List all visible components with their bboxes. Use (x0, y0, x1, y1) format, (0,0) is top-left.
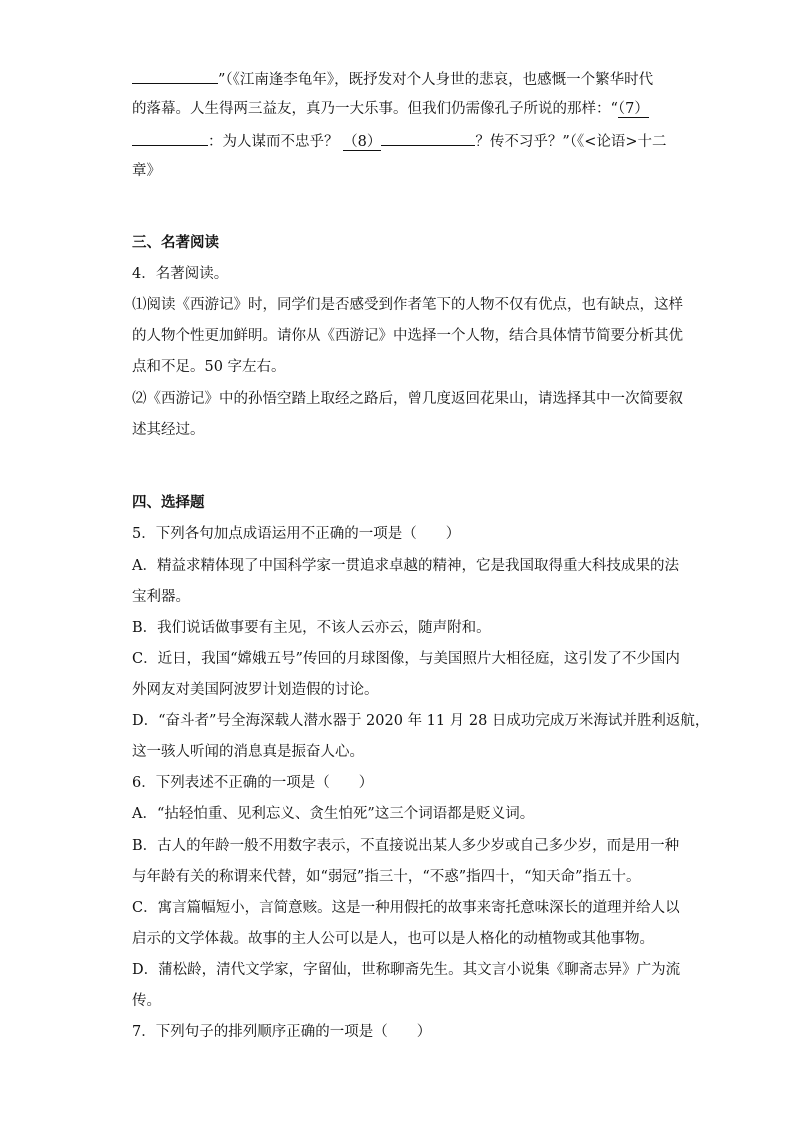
question-6-option-d-line-2: 传。 (132, 993, 161, 1009)
question-5-option-c-line-2: 外网友对美国阿波罗计划造假的讨论。 (132, 682, 379, 698)
question-4-1-line-3: 点和不足。50 字左右。 (132, 359, 286, 375)
answer-blank-7[interactable] (132, 130, 208, 146)
answer-blank-8[interactable] (381, 130, 475, 146)
poem-line-3-text-a: ：为人谋而不忠乎？ (208, 134, 339, 150)
question-6-option-b-line-1[interactable]: B．古人的年龄一般不用数字表示，不直接说出某人多少岁或自己多少岁，而是用一种 (132, 838, 680, 854)
question-6-option-a[interactable]: A．“拈轻怕重、见利忘义、贪生怕死”这三个词语都是贬义词。 (132, 806, 535, 822)
question-4-1-line-1: ⑴阅读《西游记》时，同学们是否感受到作者笔下的人物不仅有优点，也有缺点，这样 (132, 297, 683, 313)
section-heading-4: 四、选择题 (132, 495, 205, 511)
question-5-option-a-line-1[interactable]: A．精益求精体现了中国科学家一贯追求卓越的精神，它是我国取得重大科技成果的法 (132, 558, 679, 574)
poem-line-4-text: 章》 (132, 163, 161, 179)
poem-line-2 (132, 99, 649, 119)
poem-line-4 (132, 161, 161, 181)
question-5-stem: 5．下列各句加点成语运用不正确的一项是（ ） (132, 526, 461, 542)
blank-number-7: （7） (617, 101, 649, 117)
question-4-2-line-2: 述其经过。 (132, 422, 205, 438)
question-5-option-c-line-1[interactable]: C．近日，我国“嫦娥五号”传回的月球图像，与美国照片大相径庭，这引发了不少国内 (132, 651, 680, 667)
question-6-option-b-line-2: 与年龄有关的称谓来代替，如“弱冠”指三十，“不惑”指四十，“知天命”指五十。 (132, 869, 641, 885)
question-6-option-c-line-1[interactable]: C．寓言篇幅短小，言简意赅。这是一种用假托的故事来寄托意味深长的道理并给人以 (132, 900, 680, 916)
question-6-option-d-line-1[interactable]: D．蒲松龄，清代文学家，字留仙，世称聊斋先生。其文言小说集《聊斋志异》广为流 (132, 962, 681, 978)
question-6-stem: 6．下列表述不正确的一项是（ ） (132, 775, 374, 791)
question-5-option-b[interactable]: B．我们说话做事要有主见，不该人云亦云，随声附和。 (132, 620, 491, 636)
poem-line-3-text-b: ？传不习乎？”（《<论语>十二 (475, 134, 667, 150)
section-heading-3: 三、名著阅读 (132, 235, 219, 251)
question-5-option-d-line-2: 这一骇人听闻的消息真是振奋人心。 (132, 744, 364, 760)
question-4-title: 4．名著阅读。 (132, 266, 229, 282)
question-7-stem: 7．下列句子的排列顺序正确的一项是（ ） (132, 1024, 432, 1040)
question-5-option-a-line-2: 宝利器。 (132, 589, 190, 605)
question-6-option-c-line-2: 启示的文学体裁。故事的主人公可以是人，也可以是人格化的动植物或其他事物。 (132, 931, 654, 947)
question-4-1-line-2: 的人物个性更加鲜明。请你从《西游记》中选择一个人物，结合具体情节简要分析其优 (132, 328, 683, 344)
answer-blank-6[interactable] (132, 68, 218, 84)
poem-line-1 (132, 68, 653, 90)
poem-line-3 (132, 130, 667, 152)
question-4-2-line-1: ⑵《西游记》中的孙悟空踏上取经之路后，曾几度返回花果山，请选择其中一次简要叙 (132, 391, 683, 407)
blank-number-8: （8） (343, 134, 382, 150)
question-5-option-d-line-1[interactable]: D．“奋斗者”号全海深载人潜水器于 2020 年 11 月 28 日成功完成万米海试并胜利返航， (132, 713, 710, 729)
poem-line-2-text: 的落幕。人生得两三益友，真乃一大乐事。但我们仍需像孔子所说的那样：“ (132, 101, 618, 117)
poem-line-1-text: ”（《江南逢李龟年》，既抒发对个人身世的悲哀，也感慨一个繁华时代 (218, 72, 654, 88)
